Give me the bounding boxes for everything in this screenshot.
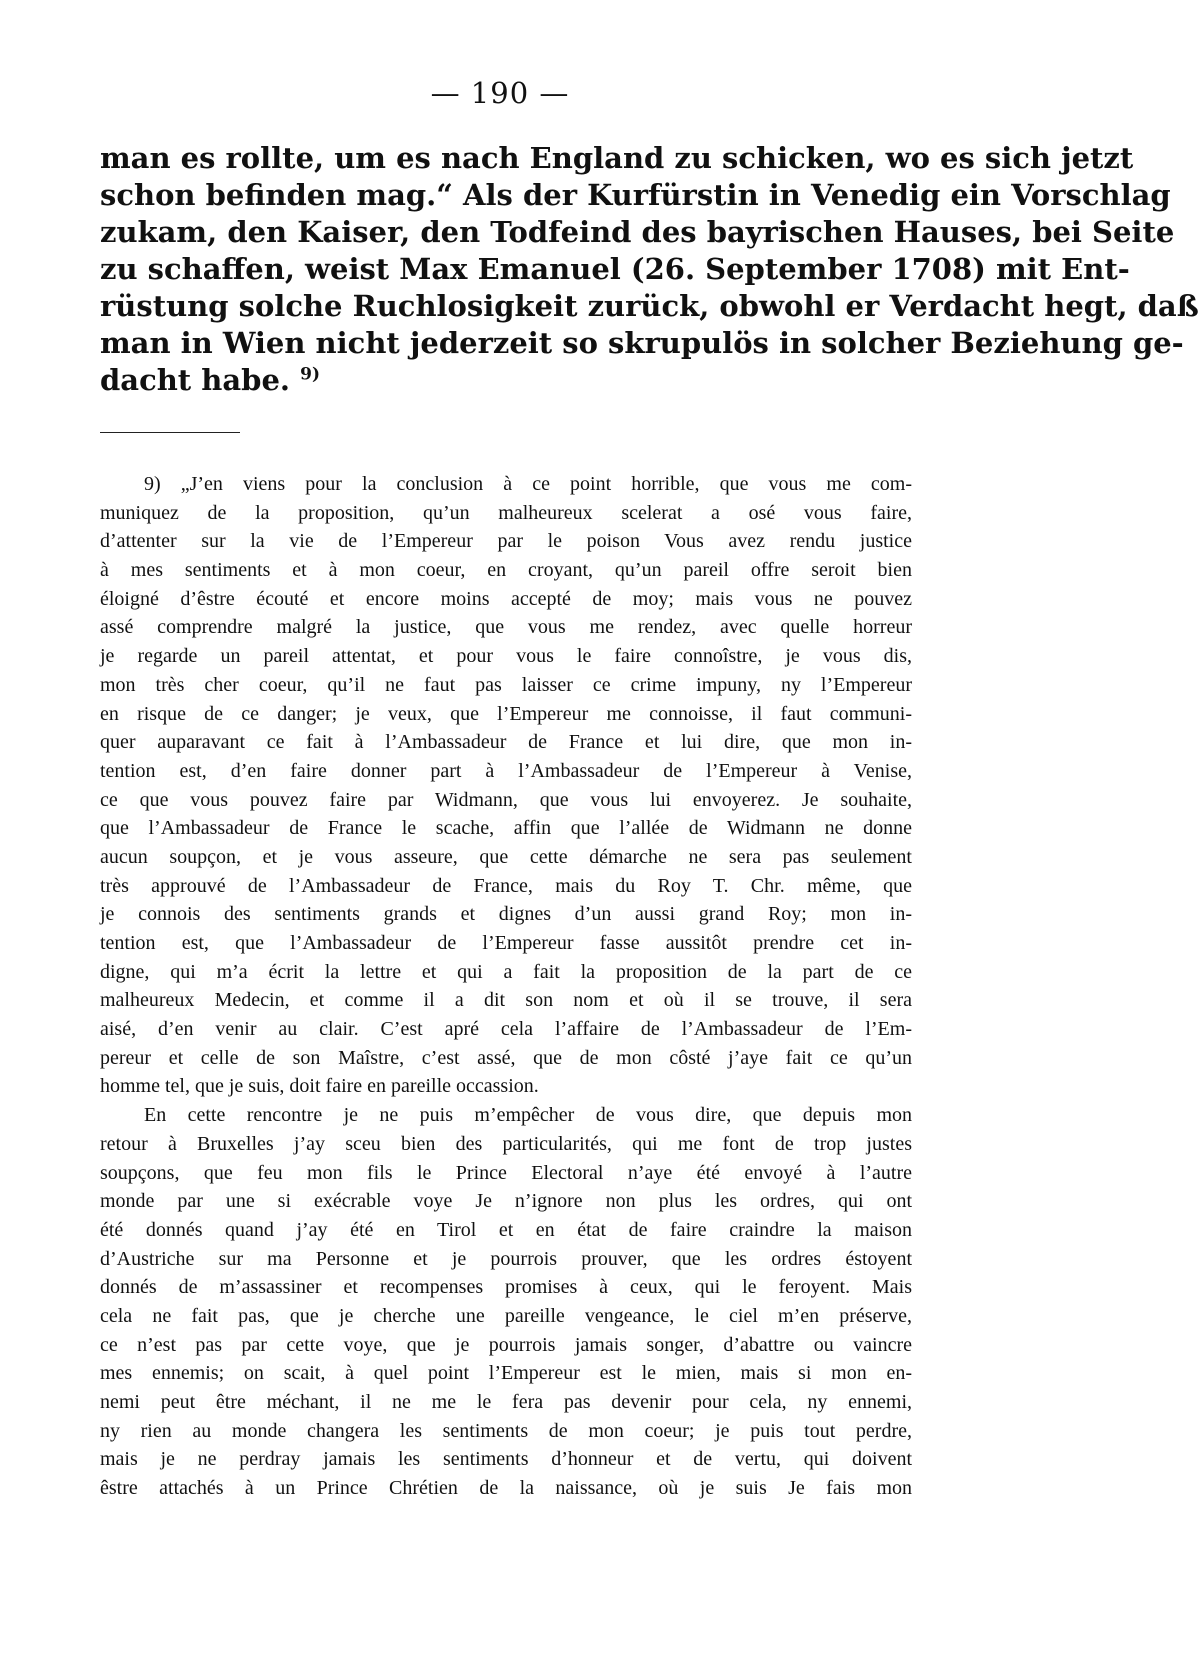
body-line: man es rollte, um es nach England zu schicken, wo es sich jetzt <box>100 141 1134 175</box>
footnote-line: nemi peut être méchant, il ne me le fera pas devenir pour cela, ny ennemi, <box>100 1391 912 1413</box>
footnote-line: assé comprendre malgré la justice, que vous me rendez, avec quelle horreur <box>100 616 912 639</box>
footnote-line: ce que vous pouvez faire par Widmann, que vous lui envoyerez. Je souhaite, <box>100 788 912 811</box>
footnote-line: En cette rencontre je ne puis m’empêcher de vous dire, que depuis mon <box>144 1104 912 1127</box>
footnote-line: malheureux Medecin, et comme il a dit son nom et où il se trouve, il sera <box>100 989 912 1012</box>
body-line: man in Wien nicht jederzeit so skrupulös in solcher Beziehung ge- <box>100 326 1184 360</box>
body-line: rüstung solche Ruchlosigkeit zurück, obwohl er Verdacht hegt, daß <box>100 289 1199 323</box>
footnote-line: été donnés quand j’ay été en Tirol et en état de faire craindre la maison <box>100 1218 912 1241</box>
footnote-line: quer auparavant ce fait à l’Ambassadeur de France et lui dire, que mon in- <box>100 731 912 754</box>
footnote-line: cela ne fait pas, que je cherche une pareille vengeance, le ciel m’en préserve, <box>100 1304 912 1327</box>
footnote-line: d’Austriche sur ma Personne et je pourrois prouver, que les ordres éstoyent <box>100 1247 912 1270</box>
footnote-line: mes ennemis; on scait, à quel point l’Empereur est le mien, mais si mon en- <box>100 1362 912 1385</box>
footnote-line: tention est, que l’Ambassadeur de l’Empereur fasse aussitôt prendre cet in- <box>100 932 912 954</box>
footnote-line: je regarde un pareil attentat, et pour vous le faire connoîstre, je vous dis, <box>100 645 912 668</box>
footnote-line: que l’Ambassadeur de France le scache, affin que l’allée de Widmann ne donne <box>100 817 912 840</box>
main-body-text <box>100 140 1199 399</box>
footnote-line: mais je ne perdray jamais les sentiments d’honneur et de vertu, qui doivent <box>100 1448 912 1471</box>
footnote-separator <box>100 432 240 433</box>
footnote-reference: 9) <box>300 364 320 385</box>
footnote-line: muniquez de la proposition, qu’un malheureux scelerat a osé vous faire, <box>100 501 912 524</box>
body-line: zu schaffen, weist Max Emanuel (26. September 1708) mit Ent- <box>100 252 1130 286</box>
page-number: — 190 — <box>430 76 570 110</box>
footnote-line: en risque de ce danger; je veux, que l’Empereur me connoisse, il faut communi- <box>100 702 912 725</box>
footnote-line: aisé, d’en venir au clair. C’est apré cela l’affaire de l’Ambassadeur de l’Em- <box>100 1018 912 1041</box>
body-line-last <box>100 362 912 399</box>
footnote-line: éloigné d’êstre écouté et encore moins accepté de moy; mais vous ne pouvez <box>100 587 912 610</box>
footnote-line: ce n’est pas par cette voye, que je pourrois jamais songer, d’abattre ou vaincre <box>100 1333 912 1356</box>
footnote-line: tention est, d’en faire donner part à l’Ambassadeur de l’Empereur à Venise, <box>100 759 912 782</box>
footnote-line: d’attenter sur la vie de l’Empereur par le poison Vous avez rendu justice <box>100 530 912 553</box>
footnote-line: 9) „J’en viens pour la conclusion à ce point horrible, que vous me com- <box>144 473 912 495</box>
footnote-line: mon très cher coeur, qu’il ne faut pas laisser ce crime impuny, ny l’Empereur <box>100 673 912 696</box>
body-line: zukam, den Kaiser, den Todfeind des bayrischen Hauses, bei Seite <box>100 215 1175 249</box>
footnote-line: à mes sentiments et à mon coeur, en croyant, qu’un pareil offre seroit bien <box>100 559 912 582</box>
footnote-line: digne, qui m’a écrit la lettre et qui a fait la proposition de la part de ce <box>100 960 912 983</box>
footnote-line: êstre attachés à un Prince Chrétien de la naissance, où je suis Je fais mon <box>100 1477 912 1500</box>
footnote-line: donnés de m’assassiner et recompenses promises à ceux, qui le feroyent. Mais <box>100 1276 912 1299</box>
body-line: schon befinden mag.“ Als der Kurfürstin in Venedig ein Vorschlag <box>100 178 1171 212</box>
footnote-line: je connois des sentiments grands et dignes d’un aussi grand Roy; mon in- <box>100 903 912 926</box>
footnote-line: retour à Bruxelles j’ay sceu bien des particularités, qui me font de trop justes <box>100 1132 912 1155</box>
footnote-line: pereur et celle de son Maîstre, c’est assé, que de mon côsté j’aye fait ce qu’un <box>100 1046 912 1069</box>
footnote-line: ny rien au monde changera les sentiments de mon coeur; je puis tout perdre, <box>100 1419 912 1442</box>
footnote-line: aucun soupçon, et je vous asseure, que cette démarche ne sera pas seulement <box>100 845 912 868</box>
footnote-text <box>100 470 912 1503</box>
body-line-text: dacht habe. <box>100 363 291 397</box>
footnote-line: très approuvé de l’Ambassadeur de France, mais du Roy T. Chr. même, que <box>100 874 912 897</box>
footnote-line: soupçons, que feu mon fils le Prince Electoral n’aye été envoyé à l’autre <box>100 1161 912 1184</box>
footnote-line: homme tel, que je suis, doit faire en pareille occassion. <box>100 1075 539 1098</box>
footnote-line: monde par une si exécrable voye Je n’ignore non plus les ordres, qui ont <box>100 1190 912 1213</box>
